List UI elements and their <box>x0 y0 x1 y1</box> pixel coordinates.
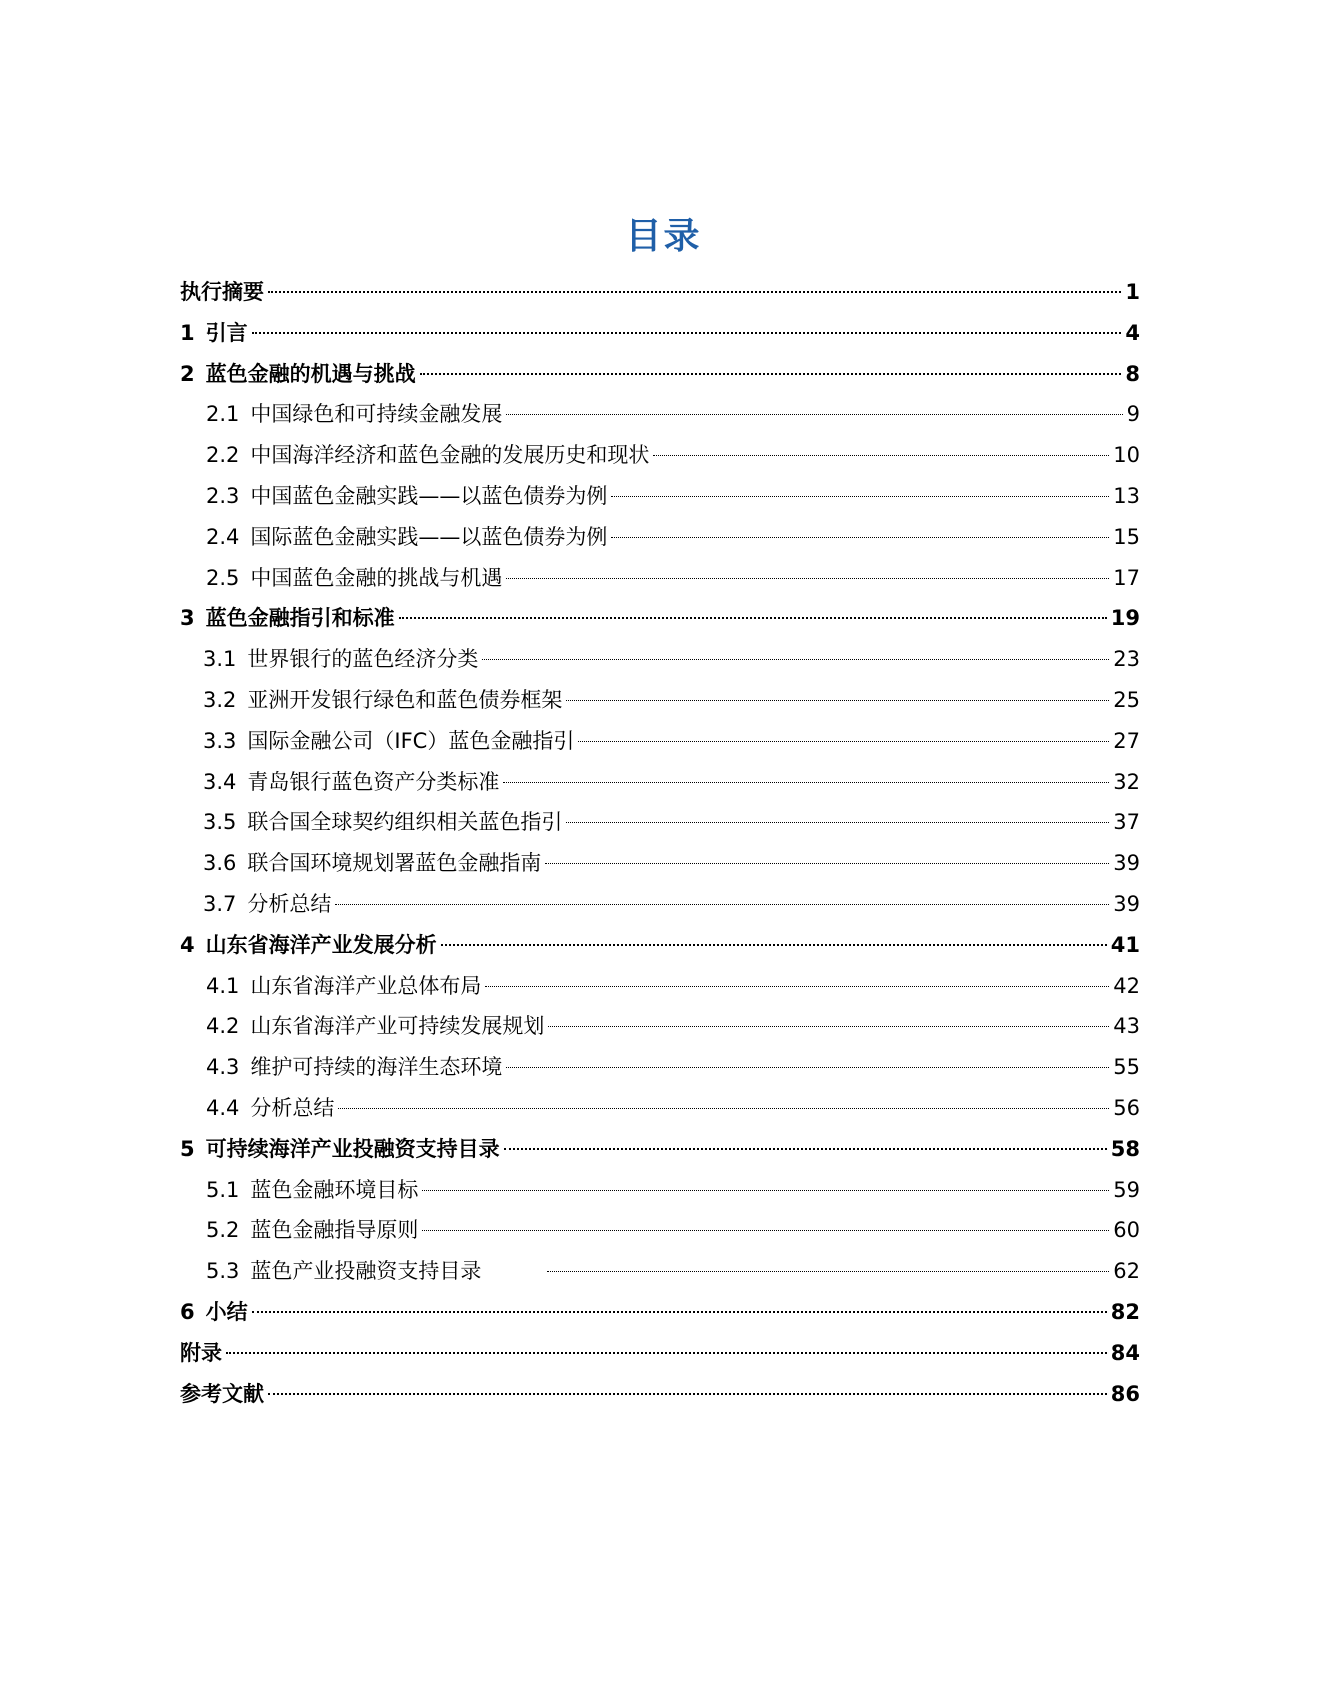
toc-entry[interactable] <box>180 843 1140 884</box>
toc-entry-number: 3 <box>180 606 195 631</box>
dot-leader <box>566 700 1109 701</box>
dot-leader <box>547 1271 1109 1272</box>
toc-entry[interactable] <box>180 1210 1140 1251</box>
toc-entry[interactable] <box>180 639 1140 680</box>
toc-entry-label: 3.3 国际金融公司（IFC）蓝色金融指引 <box>203 728 575 753</box>
toc-entry-number: 2.3 <box>206 483 240 508</box>
toc-entry-label: 3.2 亚洲开发银行绿色和蓝色债券框架 <box>203 687 563 712</box>
toc-entry-label: 4.3 维护可持续的海洋生态环境 <box>206 1055 503 1080</box>
toc-entry-number: 2 <box>180 361 195 386</box>
toc-entry-label: 3.5 联合国全球契约组织相关蓝色指引 <box>203 810 563 835</box>
dot-leader <box>399 617 1107 619</box>
toc-entry[interactable] <box>180 1088 1140 1129</box>
dot-leader <box>653 455 1109 456</box>
toc-entry-label: 1 引言 <box>180 320 248 345</box>
toc-entry[interactable] <box>180 272 1140 313</box>
toc-entry-number: 3.1 <box>203 647 237 672</box>
toc-entry[interactable] <box>180 598 1140 639</box>
toc-entry-label: 2.2 中国海洋经济和蓝色金融的发展历史和现状 <box>206 443 650 468</box>
toc-entry-label: 4.1 山东省海洋产业总体布局 <box>206 973 482 998</box>
toc-entry[interactable] <box>180 394 1140 435</box>
dot-leader <box>545 863 1109 864</box>
dot-leader <box>338 1108 1109 1109</box>
toc-entry-number: 4 <box>180 932 195 957</box>
toc-entry-number: 4.4 <box>206 1095 240 1120</box>
toc-entry-page: 84 <box>1110 1340 1140 1365</box>
dot-leader <box>548 1026 1109 1027</box>
dot-leader <box>422 1230 1109 1231</box>
dot-leader <box>335 904 1109 905</box>
toc-entry-page: 9 <box>1126 402 1140 427</box>
toc-entry-number: 3.5 <box>203 810 237 835</box>
toc-entry-page: 41 <box>1110 932 1140 957</box>
dot-leader <box>611 496 1109 497</box>
dot-leader <box>506 414 1122 415</box>
toc-entry-page: 37 <box>1113 810 1140 835</box>
toc-entry[interactable] <box>180 1251 1140 1292</box>
toc-entry-page: 1 <box>1125 280 1140 304</box>
toc-entry-number: 5.1 <box>206 1177 240 1202</box>
toc-entry-page: 13 <box>1113 483 1140 508</box>
dot-leader <box>503 782 1109 783</box>
toc-entry[interactable] <box>180 1129 1140 1170</box>
dot-leader <box>268 291 1121 293</box>
toc-entry[interactable] <box>180 1292 1140 1333</box>
toc-entry[interactable] <box>180 354 1140 395</box>
toc-entry-page: 86 <box>1110 1381 1140 1406</box>
toc-entry-label: 4.2 山东省海洋产业可持续发展规划 <box>206 1014 545 1039</box>
toc-entry[interactable] <box>180 966 1140 1007</box>
dot-leader <box>226 1352 1107 1354</box>
toc-entry-page: 39 <box>1113 851 1140 876</box>
toc-entry-page: 32 <box>1113 769 1140 794</box>
toc-entry-number: 5.2 <box>206 1218 240 1243</box>
toc-entry[interactable] <box>180 925 1140 966</box>
toc-entry-label: 5.1 蓝色金融环境目标 <box>206 1177 419 1202</box>
toc-entry-number: 2.2 <box>206 443 240 468</box>
toc-entry[interactable] <box>180 1006 1140 1047</box>
toc-entry-number: 3.6 <box>203 851 237 876</box>
dot-leader <box>506 578 1109 579</box>
toc-entry-page: 39 <box>1113 891 1140 916</box>
toc-entry-label: 2.3 中国蓝色金融实践——以蓝色债券为例 <box>206 483 608 508</box>
toc-entry-page: 15 <box>1113 524 1140 549</box>
toc-entry-page: 10 <box>1113 443 1140 468</box>
page-title: 目录 <box>625 216 702 257</box>
dot-leader <box>611 537 1109 538</box>
toc-entry-number: 2.1 <box>206 402 240 427</box>
toc-entry[interactable] <box>180 802 1140 843</box>
toc-entry-label: 5.2 蓝色金融指导原则 <box>206 1218 419 1243</box>
toc-entry-number: 2.5 <box>206 565 240 590</box>
toc-entry-number: 5.3 <box>206 1259 240 1284</box>
toc-entry[interactable] <box>180 476 1140 517</box>
toc-entry-label: 2.5 中国蓝色金融的挑战与机遇 <box>206 565 503 590</box>
toc-entry-page: 23 <box>1113 647 1140 672</box>
toc-entry-label: 参考文献 <box>180 1381 264 1406</box>
toc-entry-label: 4.4 分析总结 <box>206 1095 335 1120</box>
toc-entry-page: 17 <box>1113 565 1140 590</box>
toc-entry-number: 3.2 <box>203 687 237 712</box>
toc-entry-page: 59 <box>1113 1177 1140 1202</box>
toc-entry[interactable] <box>180 680 1140 721</box>
toc-entry-page: 43 <box>1113 1014 1140 1039</box>
toc-entry-label: 3.7 分析总结 <box>203 891 332 916</box>
toc-entry-label: 6 小结 <box>180 1299 248 1324</box>
toc-entry[interactable] <box>180 1047 1140 1088</box>
toc-entry-label: 3.1 世界银行的蓝色经济分类 <box>203 647 479 672</box>
toc-entry[interactable] <box>180 517 1140 558</box>
dot-leader <box>485 986 1109 987</box>
toc-entry-page: 82 <box>1110 1299 1140 1324</box>
toc-entry-label: 5 可持续海洋产业投融资支持目录 <box>180 1136 500 1161</box>
toc-entry-label: 2 蓝色金融的机遇与挑战 <box>180 361 416 386</box>
dot-leader <box>482 659 1109 660</box>
toc-entry-page: 19 <box>1110 606 1140 631</box>
dot-leader <box>422 1190 1109 1191</box>
table-of-contents <box>180 272 1140 1414</box>
dot-leader <box>252 332 1122 334</box>
dot-leader <box>504 1148 1107 1150</box>
toc-entry[interactable] <box>180 1170 1140 1211</box>
toc-entry-number: 3.4 <box>203 769 237 794</box>
toc-entry[interactable] <box>180 1333 1140 1374</box>
toc-entry-label: 执行摘要 <box>180 280 264 304</box>
toc-entry-label: 3 蓝色金融指引和标准 <box>180 606 395 631</box>
dot-leader <box>420 373 1122 375</box>
toc-entry[interactable] <box>180 1374 1140 1415</box>
toc-entry-number: 2.4 <box>206 524 240 549</box>
toc-entry-number: 4.2 <box>206 1014 240 1039</box>
toc-entry-label: 3.6 联合国环境规划署蓝色金融指南 <box>203 851 542 876</box>
toc-entry-label: 2.4 国际蓝色金融实践——以蓝色债券为例 <box>206 524 608 549</box>
toc-entry-page: 25 <box>1113 687 1140 712</box>
toc-entry-label: 5.3 蓝色产业投融资支持目录 <box>206 1259 482 1284</box>
toc-entry-page: 42 <box>1113 973 1140 998</box>
toc-entry[interactable] <box>180 884 1140 925</box>
toc-entry-number: 5 <box>180 1136 195 1161</box>
toc-entry-page: 8 <box>1125 361 1140 386</box>
toc-entry[interactable] <box>180 558 1140 599</box>
toc-entry-page: 55 <box>1113 1055 1140 1080</box>
toc-entry[interactable] <box>180 313 1140 354</box>
dot-leader <box>566 822 1109 823</box>
toc-entry-number: 1 <box>180 320 195 345</box>
toc-entry-label: 4 山东省海洋产业发展分析 <box>180 932 437 957</box>
toc-entry[interactable] <box>180 435 1140 476</box>
toc-entry[interactable] <box>180 762 1140 803</box>
toc-entry-number: 4.3 <box>206 1055 240 1080</box>
toc-entry-page: 56 <box>1113 1095 1140 1120</box>
toc-entry-label: 2.1 中国绿色和可持续金融发展 <box>206 402 503 427</box>
toc-entry[interactable] <box>180 721 1140 762</box>
toc-entry-number: 3.7 <box>203 891 237 916</box>
toc-entry-label: 附录 <box>180 1340 222 1365</box>
dot-leader <box>268 1393 1107 1395</box>
toc-entry-number: 4.1 <box>206 973 240 998</box>
toc-entry-page: 27 <box>1113 728 1140 753</box>
toc-entry-page: 4 <box>1125 320 1140 345</box>
toc-entry-page: 60 <box>1113 1218 1140 1243</box>
dot-leader <box>578 741 1109 742</box>
toc-entry-page: 58 <box>1110 1136 1140 1161</box>
dot-leader <box>441 944 1107 946</box>
dot-leader <box>506 1067 1109 1068</box>
toc-entry-number: 6 <box>180 1299 195 1324</box>
dot-leader <box>252 1311 1107 1313</box>
toc-entry-page: 62 <box>1113 1259 1140 1284</box>
toc-entry-label: 3.4 青岛银行蓝色资产分类标准 <box>203 769 500 794</box>
toc-entry-number: 3.3 <box>203 728 237 753</box>
